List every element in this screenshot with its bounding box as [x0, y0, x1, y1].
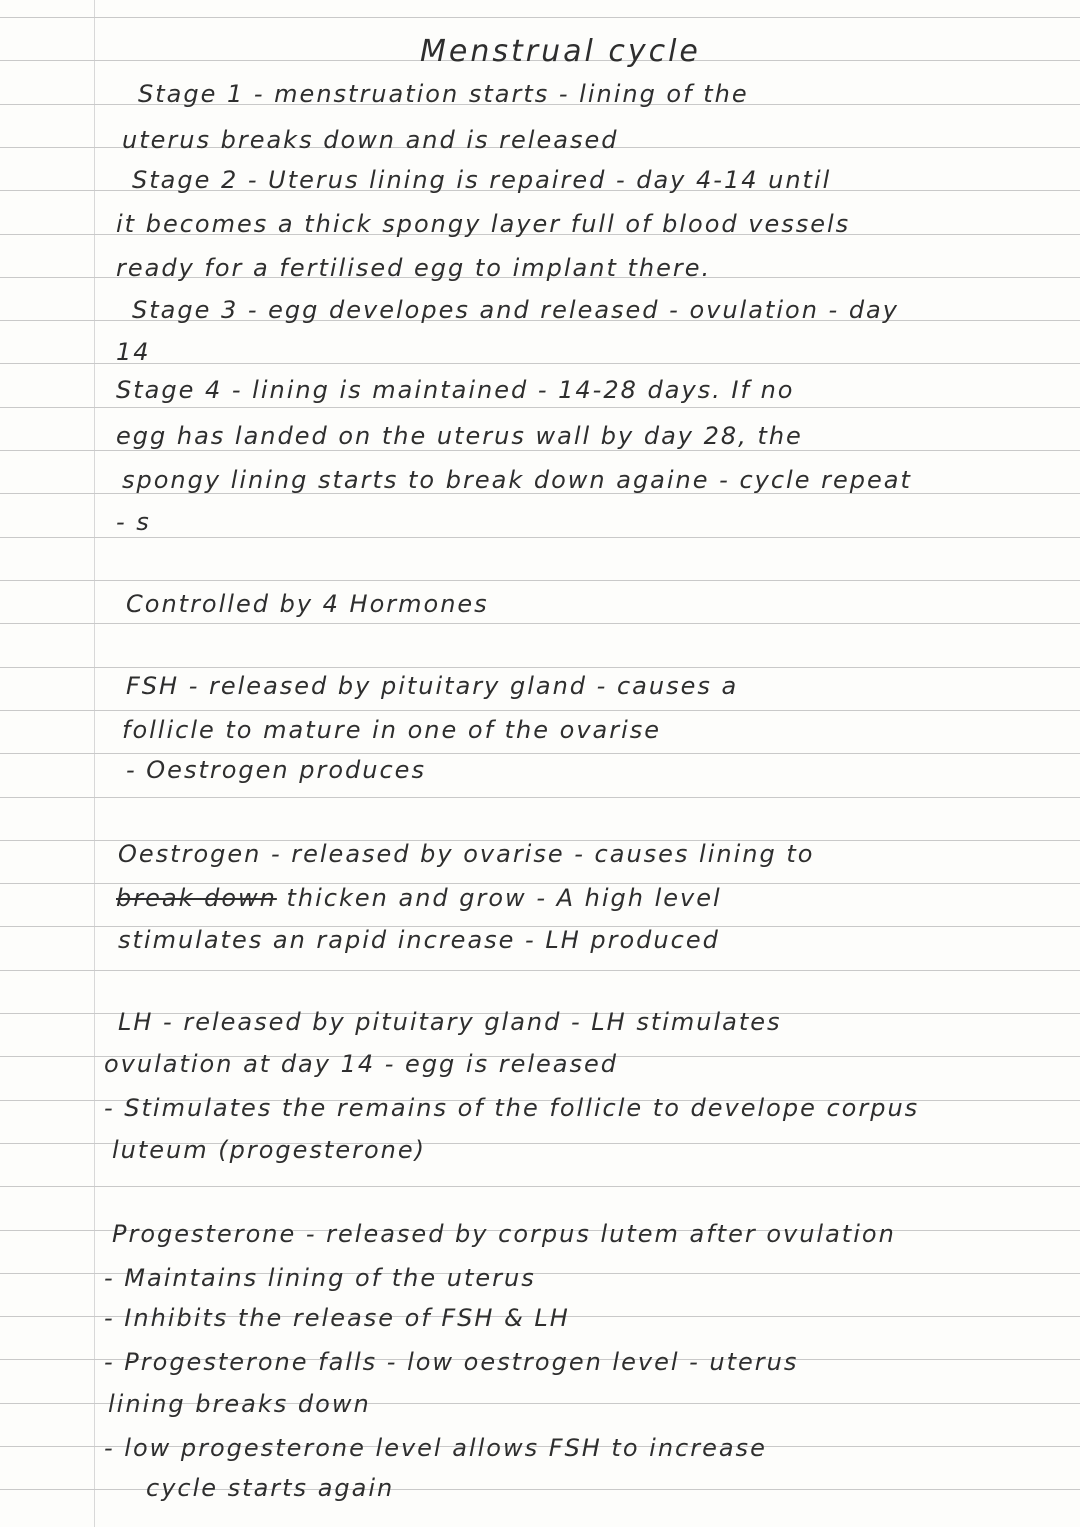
ruled-line	[0, 710, 1080, 711]
ruled-line	[0, 1186, 1080, 1187]
lh-line-1: LH - released by pituitary gland - LH stimulates	[118, 1008, 782, 1036]
oestrogen-line-2	[116, 884, 722, 912]
stage-4-line-1: Stage 4 - lining is maintained - 14-28 days. If no	[116, 376, 795, 404]
stage-4-line-2: egg has landed on the uterus wall by day 28, the	[116, 422, 803, 450]
stage-2-line-1: Stage 2 - Uterus lining is repaired - day 4-14 until	[132, 166, 832, 194]
stage-2-line-2: it becomes a thick spongy layer full of blood vessels	[116, 210, 851, 238]
lh-line-3: - Stimulates the remains of the follicle to develope corpus	[104, 1094, 920, 1122]
progesterone-line-1: Progesterone - released by corpus lutem after ovulation	[112, 1220, 896, 1248]
crossed-out-text: break down	[116, 884, 277, 912]
ruled-line	[0, 753, 1080, 754]
ruled-line	[0, 623, 1080, 624]
stage-3-line-1: Stage 3 - egg developes and released - ovulation - day	[132, 296, 899, 324]
ruled-line	[0, 580, 1080, 581]
progesterone-line-6: - low progesterone level allows FSH to increase	[104, 1434, 767, 1462]
stage-2-line-3: ready for a fertilised egg to implant there.	[116, 254, 712, 282]
fsh-line-2: follicle to mature in one of the ovarise	[122, 716, 662, 744]
lh-line-4: luteum (progesterone)	[112, 1136, 426, 1164]
progesterone-line-5: lining breaks down	[108, 1390, 371, 1418]
lh-line-2: ovulation at day 14 - egg is released	[104, 1050, 618, 1078]
ruled-line	[0, 17, 1080, 18]
stage-1-line-2: uterus breaks down and is released	[122, 126, 619, 154]
section-heading: Controlled by 4 Hormones	[126, 590, 489, 618]
ruled-line	[0, 450, 1080, 451]
fsh-line-3: - Oestrogen produces	[126, 756, 426, 784]
stage-4-line-3: spongy lining starts to break down againe - cycle repeat	[122, 466, 912, 494]
stage-1-line-1: Stage 1 - menstruation starts - lining of the	[138, 80, 749, 108]
ruled-line	[0, 797, 1080, 798]
stage-4-line-4: - s	[116, 508, 151, 536]
oestrogen-line-3: stimulates an rapid increase - LH produced	[118, 926, 720, 954]
page-title: Menstrual cycle	[420, 34, 701, 69]
progesterone-line-2: - Maintains lining of the uterus	[104, 1264, 536, 1292]
progesterone-line-4: - Progesterone falls - low oestrogen level - uterus	[104, 1348, 799, 1376]
fsh-line-1: FSH - released by pituitary gland - causes a	[126, 672, 739, 700]
ruled-line	[0, 537, 1080, 538]
margin-line	[94, 0, 95, 1527]
ruled-line	[0, 407, 1080, 408]
ruled-line	[0, 970, 1080, 971]
ruled-line	[0, 667, 1080, 668]
oestrogen-line-1: Oestrogen - released by ovarise - causes lining to	[118, 840, 815, 868]
ruled-line	[0, 363, 1080, 364]
progesterone-line-7: cycle starts again	[146, 1474, 395, 1502]
oestrogen-line-2-text: thicken and grow - A high level	[286, 884, 722, 912]
stage-3-line-2: 14	[116, 338, 151, 366]
progesterone-line-3: - Inhibits the release of FSH & LH	[104, 1304, 570, 1332]
